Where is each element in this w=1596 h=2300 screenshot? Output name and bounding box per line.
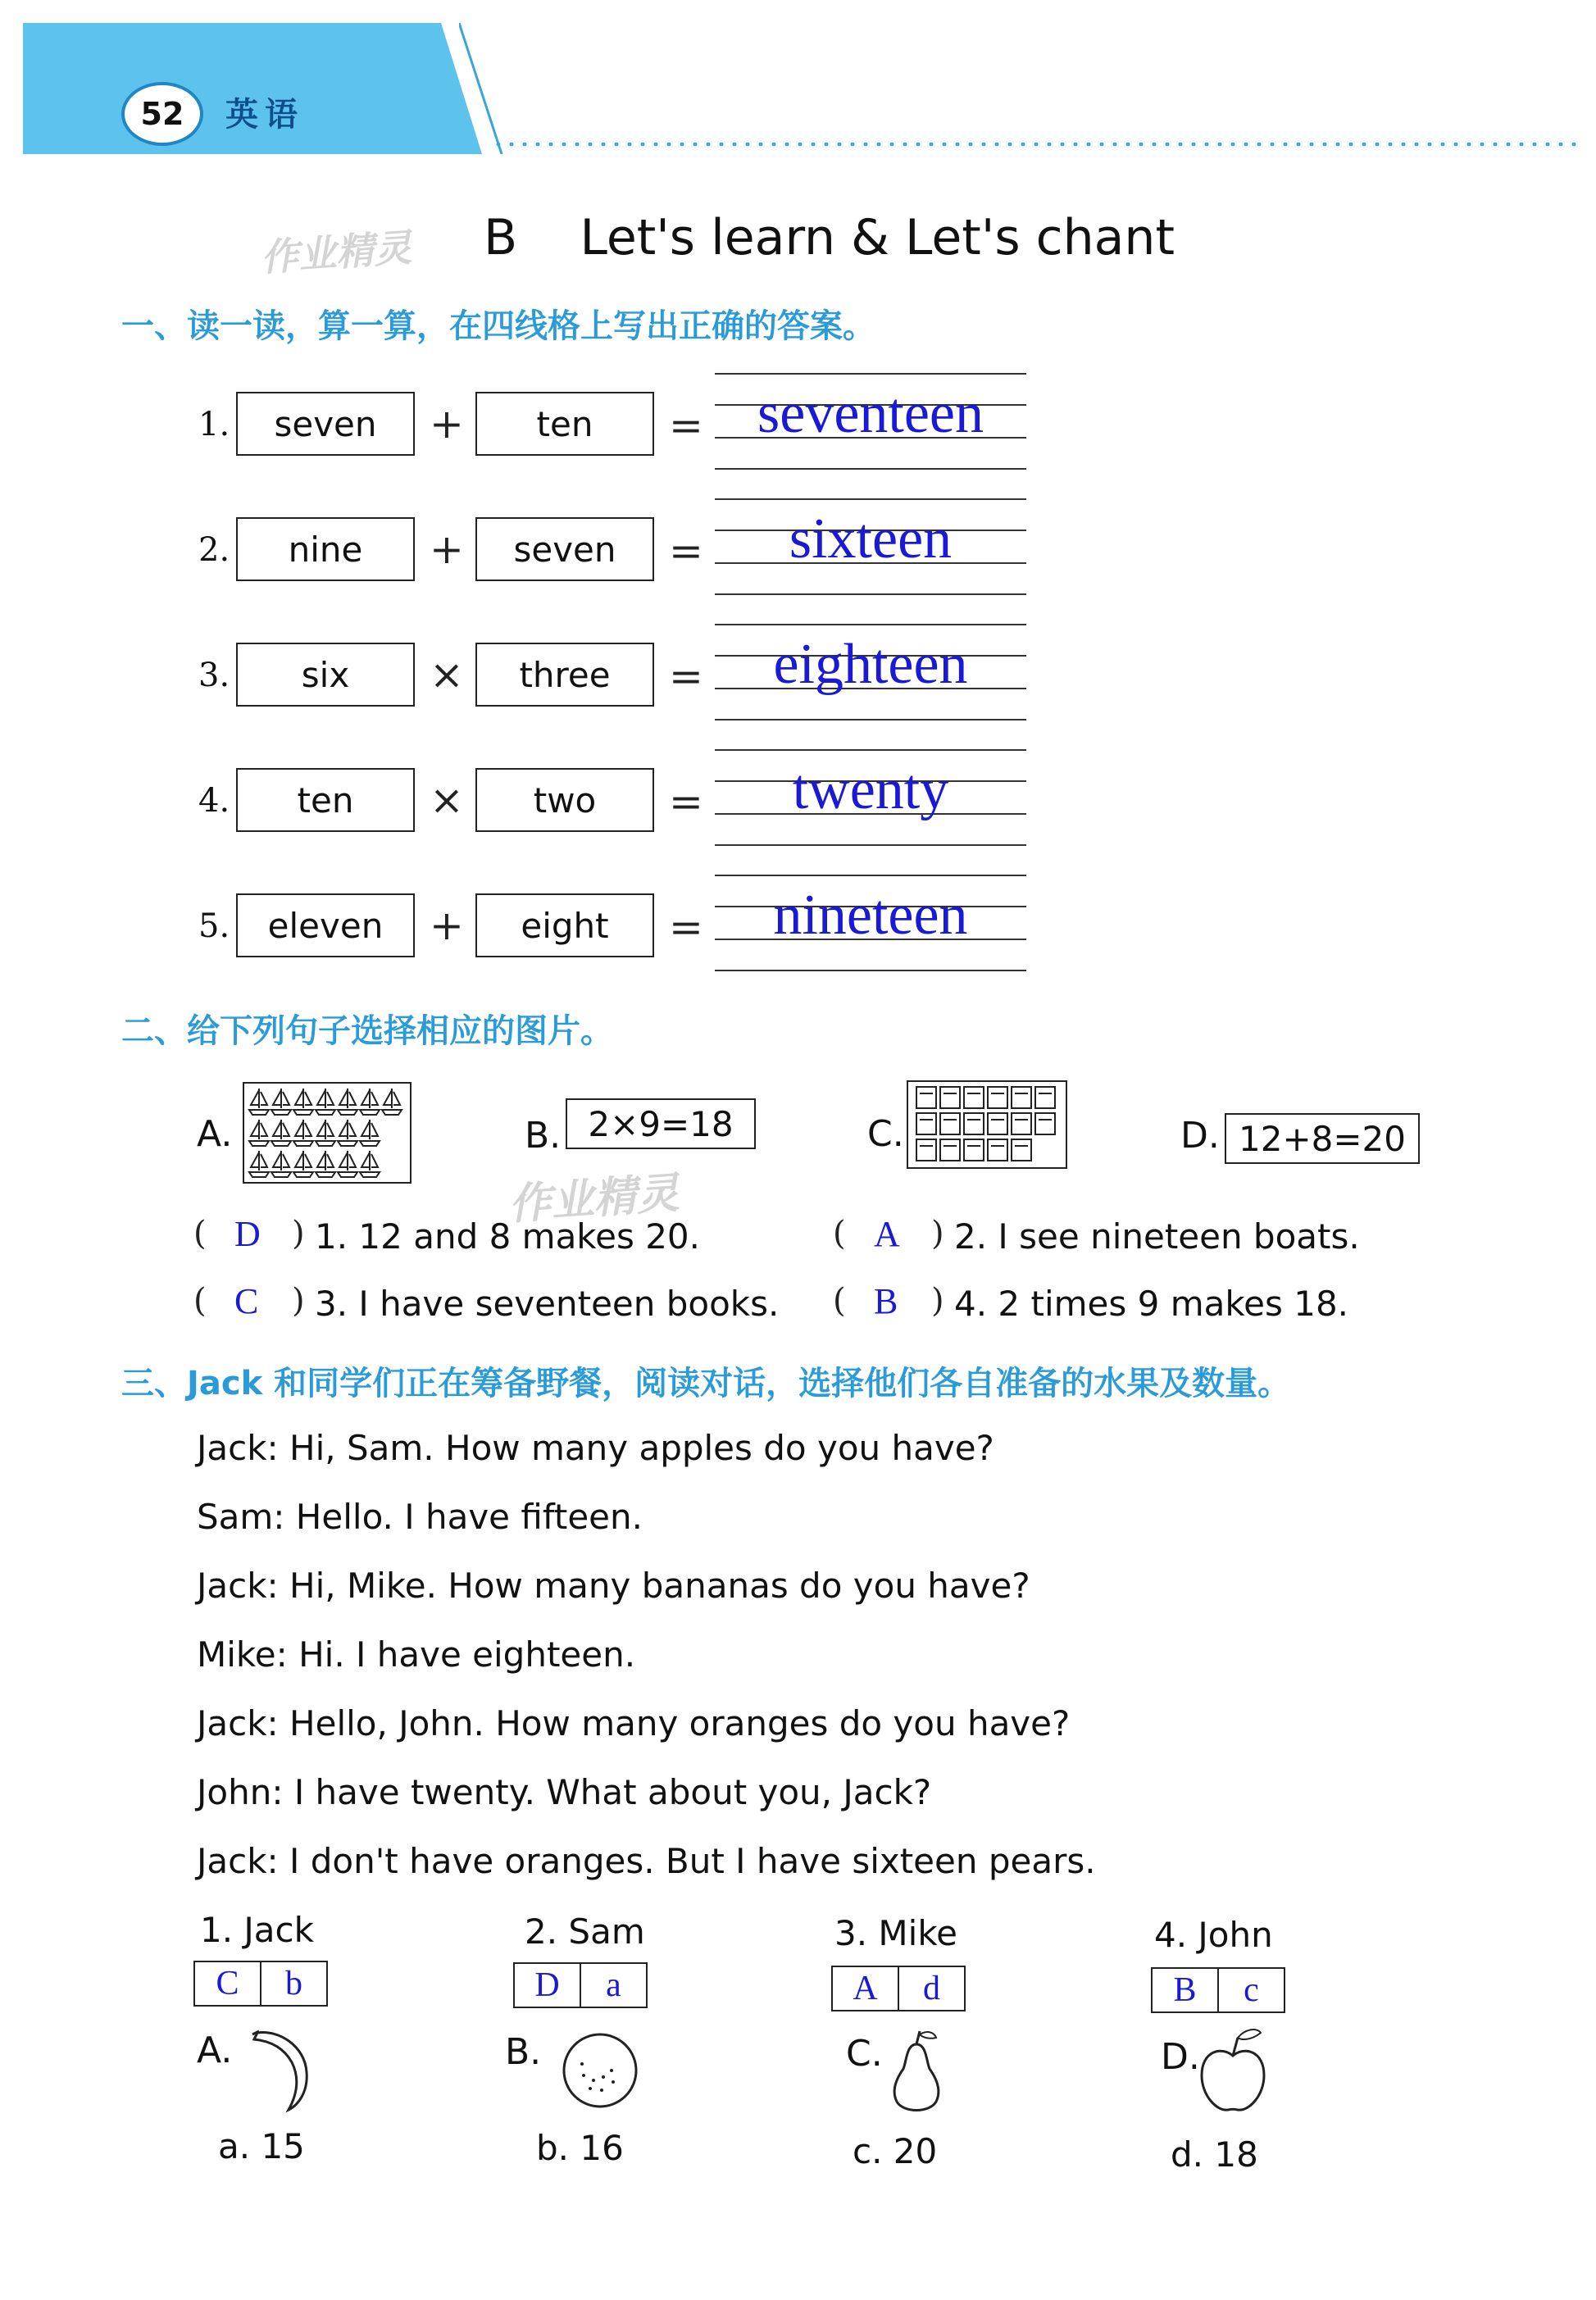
fruit-label: B. <box>505 2031 542 2073</box>
part1-title: 一、读一读，算一算，在四线格上写出正确的答案。 <box>121 307 875 345</box>
answer-paren: ) <box>931 1282 944 1320</box>
qty-answer: d <box>923 1970 940 2007</box>
answer-text: eighteen <box>773 633 968 696</box>
question-text: 1. 12 and 8 makes 20. <box>315 1216 700 1257</box>
part3-title: 三、Jack 和同学们正在筹备野餐，阅读对话，选择他们各自准备的水果及数量。 <box>121 1365 1291 1402</box>
option-label-b: B. <box>525 1115 562 1157</box>
dialogue-line: Sam: Hello. I have fifteen. <box>197 1497 643 1537</box>
answer-paren: ( <box>193 1282 207 1320</box>
answer-text: sixteen <box>789 507 953 570</box>
item-number: 2. <box>198 531 230 569</box>
subject-label: 英语 <box>225 96 304 134</box>
fruit-label: A. <box>197 2030 233 2071</box>
answer-choice: B <box>874 1281 898 1321</box>
header-dotted-rule <box>492 138 1582 151</box>
answer-choice: A <box>874 1214 900 1254</box>
operator: + <box>430 400 464 448</box>
dialogue-line: Jack: Hi, Sam. How many apples do you have? <box>197 1428 994 1468</box>
quantity-option: c. 20 <box>853 2131 938 2171</box>
boats-picture <box>243 1082 412 1184</box>
dialogue-line: Jack: I don't have oranges. But I have sixteen pears. <box>197 1841 1096 1881</box>
dialogue-line: Mike: Hi. I have eighteen. <box>197 1634 636 1675</box>
answer-text: seventeen <box>757 382 984 445</box>
equals-sign: = <box>669 652 703 700</box>
book-mark <box>988 1139 1007 1161</box>
book-mark <box>916 1139 936 1161</box>
answer-paren: ( <box>193 1215 207 1252</box>
question-text: 4. 2 times 9 makes 18. <box>954 1284 1349 1324</box>
equals-sign: = <box>669 778 703 825</box>
equation-box-d: 12+8=20 <box>1225 1113 1420 1164</box>
operator: × <box>430 776 464 824</box>
answer-text: nineteen <box>773 884 968 947</box>
answer-paren: ) <box>292 1215 305 1252</box>
item-number: 4. <box>198 782 230 820</box>
answer-pair-box <box>1151 1967 1285 2013</box>
banana-icon <box>246 2025 320 2115</box>
person-label: 1. Jack <box>200 1910 314 1950</box>
operand-a: eleven <box>236 893 415 957</box>
operand-a: nine <box>236 517 415 581</box>
answer-paren: ( <box>833 1282 846 1320</box>
answer-pair-box <box>513 1962 648 2008</box>
answer-paren: ) <box>292 1282 305 1320</box>
option-label-a: A. <box>197 1113 233 1155</box>
dialogue-line: Jack: Hi, Mike. How many bananas do you have? <box>197 1566 1030 1606</box>
fruit-answer: C <box>195 1962 261 2005</box>
equation-box-b: 2×9=18 <box>566 1098 756 1149</box>
answer-text: twenty <box>792 758 949 821</box>
operand-b: three <box>475 643 654 707</box>
equals-sign: = <box>669 402 703 449</box>
answer-paren: ) <box>931 1215 944 1252</box>
operand-a: seven <box>236 392 415 456</box>
watermark: 作业精灵 <box>259 225 413 280</box>
answer-choice: D <box>234 1214 261 1254</box>
equals-sign: = <box>669 527 703 575</box>
book-mark <box>988 1113 1007 1134</box>
answer-pair-box <box>831 1966 966 2011</box>
operator: + <box>430 525 464 573</box>
qty-answer: a <box>606 1966 621 2004</box>
question-text: 2. I see nineteen boats. <box>954 1216 1360 1257</box>
fruit-label: D. <box>1161 2036 1200 2078</box>
book-mark <box>940 1087 960 1108</box>
fruit-label: C. <box>846 2033 883 2075</box>
pear-icon <box>882 2026 951 2116</box>
book-mark <box>940 1113 960 1134</box>
book-mark <box>988 1087 1007 1108</box>
person-label: 4. John <box>1154 1915 1273 1955</box>
book-mark <box>1035 1113 1055 1134</box>
book-mark <box>1012 1139 1031 1161</box>
qty-answer: c <box>1244 1971 1259 2009</box>
quantity-option: b. 16 <box>536 2128 624 2168</box>
operand-b: ten <box>475 392 654 456</box>
dialogue-line: Jack: Hello, John. How many oranges do you have? <box>197 1703 1071 1743</box>
operand-a: ten <box>236 768 415 832</box>
answer-pair-box <box>193 1961 328 2007</box>
watermark: 作业精灵 <box>507 1168 681 1230</box>
quantity-option: d. 18 <box>1171 2134 1258 2175</box>
item-number: 1. <box>198 406 230 443</box>
book-mark <box>1035 1087 1055 1108</box>
item-number: 5. <box>198 907 230 945</box>
orange-icon <box>557 2028 643 2113</box>
books-picture <box>907 1080 1067 1169</box>
fruit-answer: D <box>515 1964 581 2007</box>
operand-b: two <box>475 768 654 832</box>
operator: + <box>430 902 464 949</box>
operator: × <box>430 651 464 698</box>
operand-b: seven <box>475 517 654 581</box>
person-label: 3. Mike <box>834 1913 957 1953</box>
equals-sign: = <box>669 903 703 951</box>
answer-choice: C <box>234 1281 259 1321</box>
book-mark <box>964 1113 984 1134</box>
header-divider <box>459 23 508 154</box>
person-label: 2. Sam <box>525 1911 645 1952</box>
operand-b: eight <box>475 893 654 957</box>
page-number: 52 <box>121 82 203 146</box>
book-mark <box>964 1139 984 1161</box>
book-mark <box>1012 1113 1031 1134</box>
operand-a: six <box>236 643 415 707</box>
book-mark <box>916 1087 936 1108</box>
book-mark <box>964 1087 984 1108</box>
lesson-title: B Let's learn & Let's chant <box>484 209 1175 266</box>
qty-answer: b <box>285 1965 302 2002</box>
quantity-option: a. 15 <box>218 2126 305 2166</box>
book-mark <box>916 1113 936 1134</box>
fruit-answer: A <box>833 1967 899 2010</box>
fruit-answer: B <box>1153 1969 1219 2011</box>
option-label-d: D. <box>1180 1115 1220 1157</box>
answer-paren: ( <box>833 1215 846 1252</box>
question-text: 3. I have seventeen books. <box>315 1284 780 1324</box>
option-label-c: C. <box>867 1113 904 1155</box>
book-mark <box>940 1139 960 1161</box>
part2-title: 二、给下列句子选择相应的图片。 <box>121 1012 613 1050</box>
item-number: 3. <box>198 657 230 694</box>
book-mark <box>1012 1087 1031 1108</box>
dialogue-line: John: I have twenty. What about you, Jack? <box>197 1772 932 1812</box>
apple-icon <box>1192 2025 1274 2116</box>
